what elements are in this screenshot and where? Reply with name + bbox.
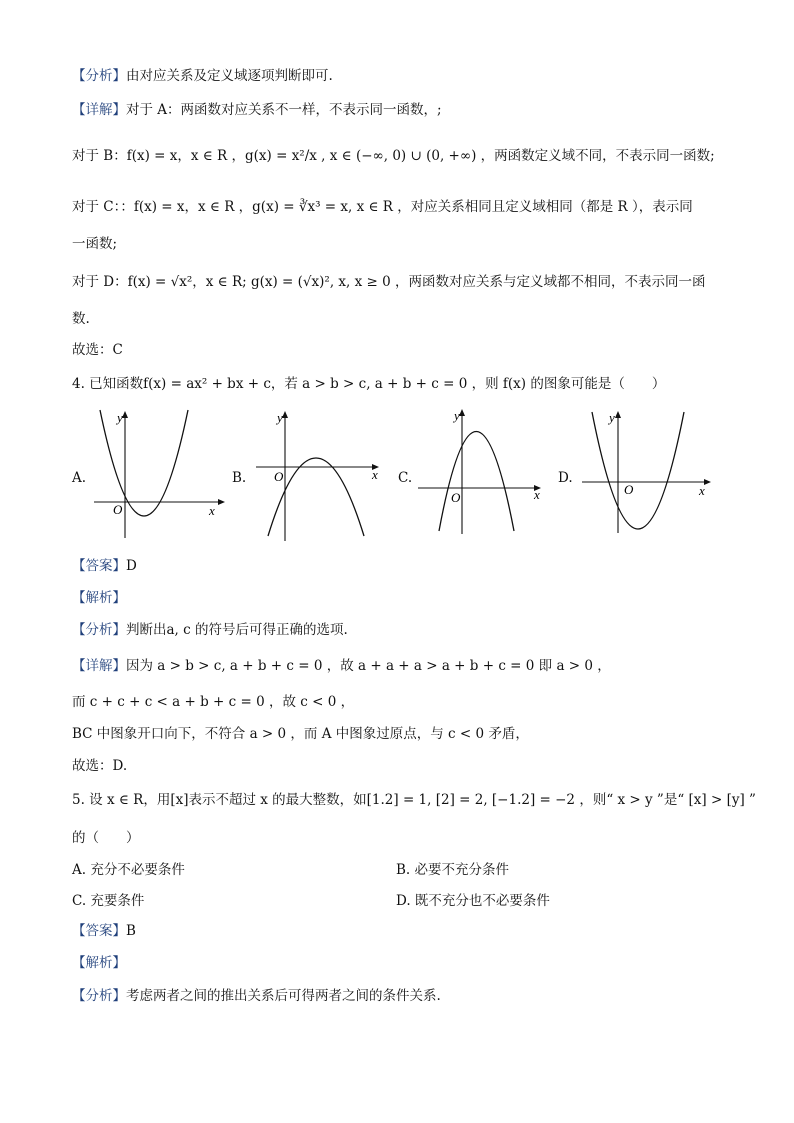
detail-tag: 【详解】: [72, 102, 126, 118]
graph-d-y-label: y: [609, 410, 615, 425]
analysis-5-tag: 【分析】: [72, 988, 126, 1004]
option-d-explain-cont: 数.: [72, 311, 90, 327]
graph-a-label: A.: [72, 470, 87, 486]
graph-b-y-label: y: [277, 410, 283, 425]
option-a: A. 充分不必要条件: [72, 862, 185, 878]
option-c-explain: 对于 C：：f(x) = x，x ∈ R ，g(x) = ∛x³ = x, x ∈ R ，对应关系相同且定义域相同（都是 R ），表示同: [72, 199, 693, 215]
answer-choice-4: 故选：D.: [72, 758, 128, 774]
answer-5-value: B: [126, 923, 136, 939]
analysis-line: [72, 66, 333, 86]
graph-c-y-label: y: [454, 408, 460, 423]
question-5-cont: 的（ ）: [72, 830, 140, 846]
detail-4-text: 因为 a > b > c, a + b + c = 0 ，故 a + a + a > a + b + c = 0 即 a > 0 ，: [126, 658, 611, 674]
analysis-4: [72, 620, 348, 640]
detail-4: [72, 656, 611, 676]
graph-c-label: C.: [398, 470, 413, 486]
graph-a-x-label: x: [209, 503, 215, 518]
option-d: D. 既不充分也不必要条件: [396, 893, 550, 909]
detail-text: 对于 A：两函数对应关系不一样，不表示同一函数，;: [126, 102, 442, 118]
analysis-5: [72, 986, 441, 1006]
answer-value: D: [126, 558, 137, 574]
graph-a-y-label: y: [117, 410, 123, 425]
analysis-4-text: 判断出a, c 的符号后可得正确的选项.: [126, 622, 348, 638]
option-c: C. 充要条件: [72, 893, 145, 909]
answer-choice-3: 故选：C: [72, 342, 123, 358]
detail-4-line-2: 而 c + c + c < a + b + c = 0 ，故 c < 0 ，: [72, 694, 355, 710]
question-5: 5. 设 x ∈ R，用[x]表示不超过 x 的最大整数，如[1.2] = 1, [2] = 2, [−1.2] = −2 ，则“ x > y ”是“ [x] > [y] ”: [72, 792, 756, 808]
graph-d-label: D.: [558, 470, 573, 486]
detail-line: [72, 100, 442, 120]
graph-b-origin: O: [274, 469, 284, 484]
solution-5-heading: [72, 953, 126, 973]
graph-b-x-label: x: [372, 467, 378, 482]
detail-4-tag: 【详解】: [72, 658, 126, 674]
graph-d: [578, 408, 718, 538]
answer-5-tag: 【答案】: [72, 923, 126, 939]
graph-a: [88, 408, 228, 543]
graph-c: [414, 406, 549, 536]
analysis-5-text: 考虑两者之间的推出关系后可得两者之间的条件关系.: [126, 988, 441, 1004]
graph-a-origin: O: [113, 502, 123, 517]
answer-5: [72, 921, 136, 941]
option-b-explain: 对于 B：f(x) = x，x ∈ R ，g(x) = x²/x , x ∈ (−∞, 0) ∪ (0, +∞) ，两函数定义域不同，不表示同一函数;: [72, 148, 715, 164]
analysis-text: 由对应关系及定义域逐项判断即可.: [126, 68, 333, 84]
option-b: B. 必要不充分条件: [396, 862, 510, 878]
graph-b-label: B.: [232, 470, 247, 486]
analysis-tag: 【分析】: [72, 68, 126, 84]
solution-5-tag: 【解析】: [72, 955, 126, 971]
answer-tag: 【答案】: [72, 558, 126, 574]
option-d-explain: 对于 D：f(x) = √x²，x ∈ R; g(x) = (√x)², x, x ≥ 0 ，两函数对应关系与定义域都不相同，不表示同一函: [72, 274, 706, 290]
analysis-4-tag: 【分析】: [72, 622, 126, 638]
question-4: 4. 已知函数f(x) = ax² + bx + c，若 a > b > c, a + b + c = 0 ，则 f(x) 的图象可能是（ ）: [72, 376, 666, 392]
graph-c-origin: O: [451, 490, 461, 505]
detail-4-line-3: BC 中图象开口向下，不符合 a > 0 ，而 A 中图象过原点，与 c < 0 矛盾，: [72, 726, 529, 742]
option-c-explain-cont: 一函数;: [72, 236, 118, 252]
graph-b: [252, 408, 387, 543]
answer-4: [72, 556, 137, 576]
graph-c-x-label: x: [534, 487, 540, 502]
solution-tag: 【解析】: [72, 590, 126, 606]
solution-4-heading: [72, 588, 126, 608]
graph-d-x-label: x: [699, 483, 705, 498]
graph-d-origin: O: [624, 482, 634, 497]
